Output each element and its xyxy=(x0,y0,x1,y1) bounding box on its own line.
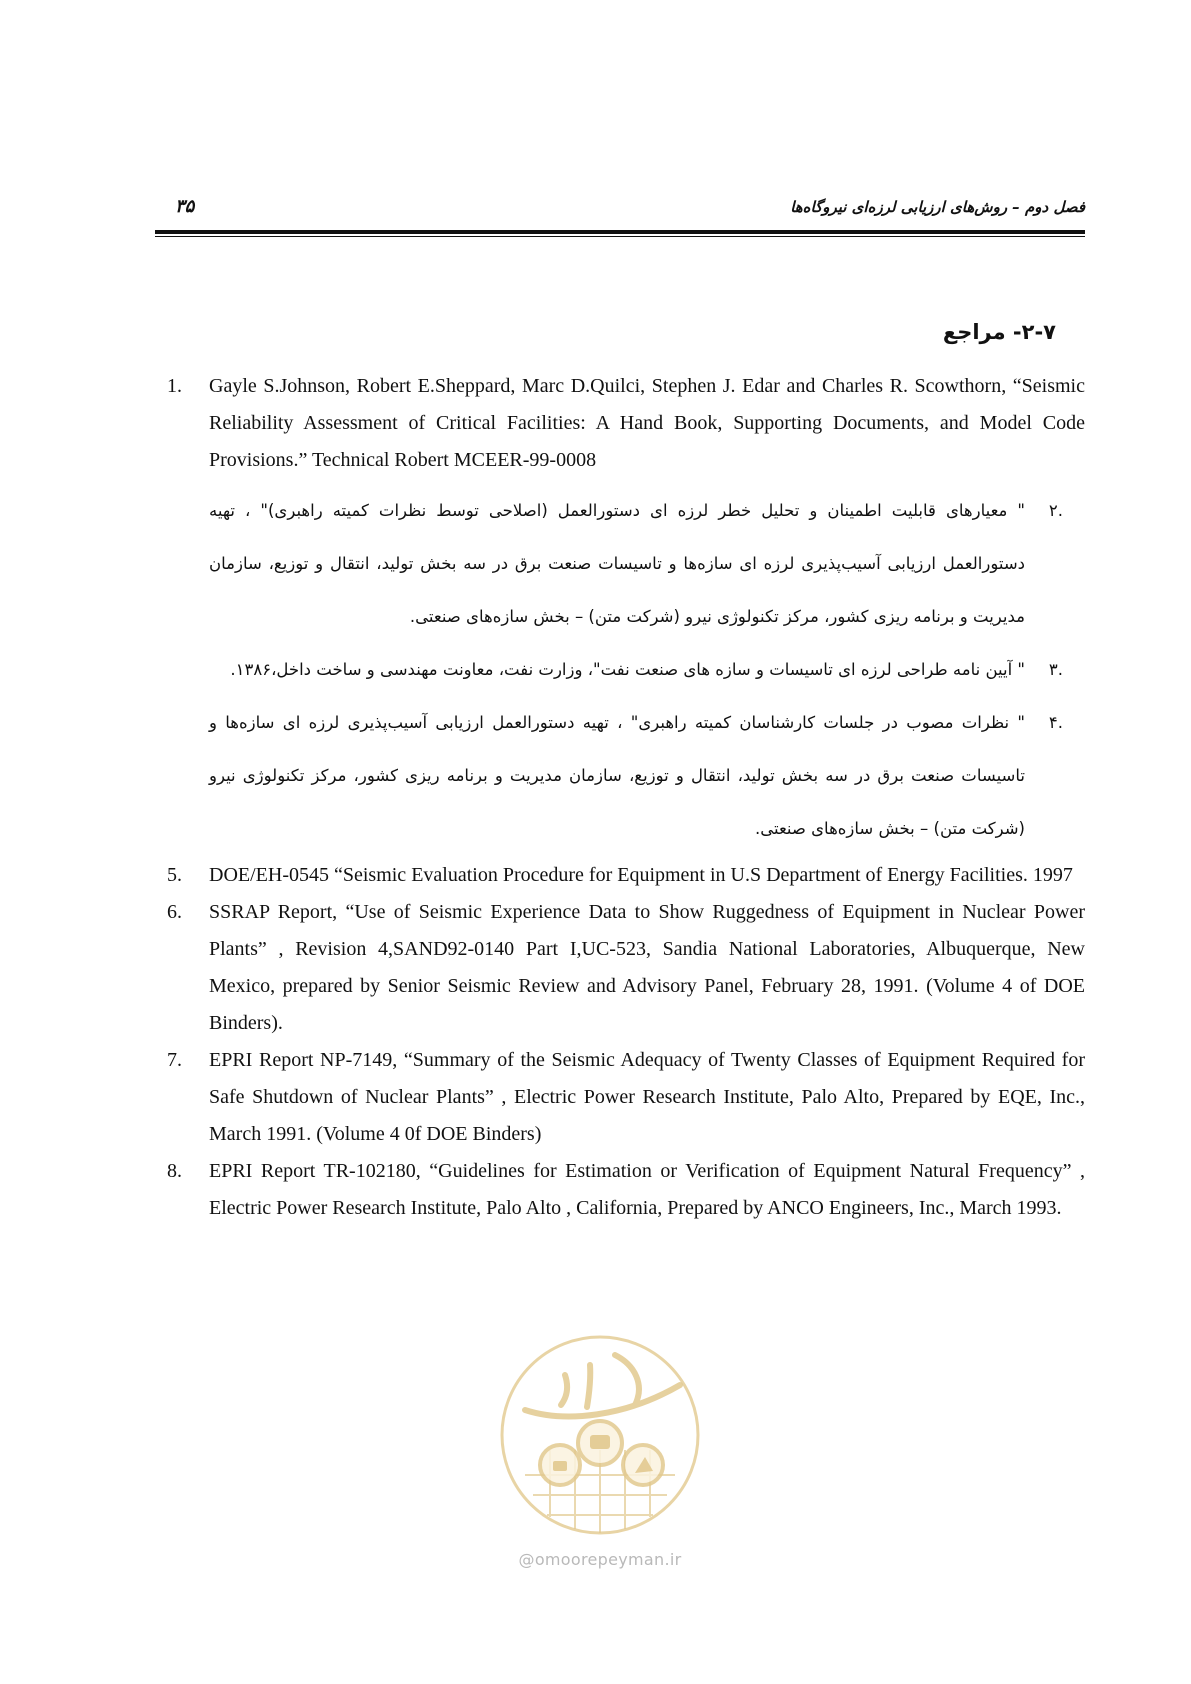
reference-number: 1. xyxy=(167,375,182,397)
reference-text: " معیارهای قابلیت اطمینان و تحلیل خطر لرزه ای دستورالعمل (اصلاحی توسط نظرات کمیته راهبری)" ، تهیه دستورالعمل ارزیابی آسیب‌پذیری لرزه ای سازه‌ها و تاسیسات صنعت برق در سه بخش تولید، انتقال و توزیع، سازمان مدیریت و برنامه ریزی کشور، مرکز تکنولوژی نیرو (شرکت متن) – بخش سازه‌های صنعتی. xyxy=(209,501,1025,626)
reference-number: 5. xyxy=(167,864,182,886)
reference-text: " نظرات مصوب در جلسات کارشناسان کمیته راهبری" ، تهیه دستورالعمل ارزیابی آسیب‌پذیری لرزه ای سازه‌ها و تاسیسات صنعت برق در سه بخش تولید، انتقال و توزیع، سازمان مدیریت و برنامه ریزی کشور، مرکز تکنولوژی نیرو (شرکت متن) – بخش سازه‌های صنعتی. xyxy=(209,713,1025,838)
reference-item xyxy=(167,857,1085,894)
reference-text: " آیین نامه طراحی لرزه ای تاسیسات و سازه های صنعت نفت"، وزارت نفت، معاونت مهندسی و ساخت داخل،۱۳۸۶. xyxy=(230,660,1025,679)
reference-number: .۲ xyxy=(1048,501,1063,520)
reference-text: DOE/EH-0545 “Seismic Evaluation Procedure for Equipment in U.S Department of Energy Facilities. 1997 xyxy=(209,864,1073,886)
reference-item xyxy=(209,484,1085,643)
reference-text: EPRI Report NP-7149, “Summary of the Seismic Adequacy of Twenty Classes of Equipment Required for Safe Shutdown of Nuclear Plants” , Electric Power Research Institute, Palo Alto, Prepared by EQE, Inc., March 1991. (Volume 4 0f DOE Binders) xyxy=(209,1049,1085,1145)
reference-list xyxy=(167,368,1085,1227)
reference-item xyxy=(167,1153,1085,1227)
running-header-title: فصل دوم – روش‌های ارزیابی لرزه‌ای نیروگاه‌ها xyxy=(790,198,1085,216)
page-number: ۳۵ xyxy=(175,196,195,217)
reference-item xyxy=(167,368,1085,479)
reference-item xyxy=(167,894,1085,1042)
reference-text: Gayle S.Johnson, Robert E.Sheppard, Marc D.Quilci, Stephen J. Edar and Charles R. Scowthorn, “Seismic Reliability Assessment of Critical Facilities: A Hand Book, Supporting Documents, and Model Code Provisions.” Technical Robert MCEER-99-0008 xyxy=(209,375,1085,471)
reference-number: 6. xyxy=(167,901,182,923)
running-header xyxy=(155,192,1085,232)
reference-text: EPRI Report TR-102180, “Guidelines for Estimation or Verification of Equipment Natural Frequency” , Electric Power Research Institute, Palo Alto , California, Prepared by ANCO Engineers, Inc., March 1993. xyxy=(209,1160,1085,1219)
reference-text: SSRAP Report, “Use of Seismic Experience Data to Show Ruggedness of Equipment in Nuclear Power Plants” , Revision 4,SAND92-0140 Part I,UC-523, Sandia National Laboratories, Albuquerque, New Mexico, prepared by Senior Seismic Review and Advisory Panel, February 28, 1991. (Volume 4 of DOE Binders). xyxy=(209,901,1085,1034)
reference-number: 7. xyxy=(167,1049,182,1071)
header-rule xyxy=(155,230,1085,234)
reference-number: .۳ xyxy=(1048,660,1063,679)
reference-item xyxy=(167,1042,1085,1153)
header-rule-thin xyxy=(155,236,1085,237)
reference-item xyxy=(209,696,1085,855)
watermark-caption: @omoorepeyman.ir xyxy=(518,1550,682,1569)
watermark-logo xyxy=(495,1325,705,1595)
reference-number: 8. xyxy=(167,1160,182,1182)
reference-number: .۴ xyxy=(1048,713,1063,732)
section-heading: ۲-۷- مراجع xyxy=(942,320,1056,344)
watermark-emblem-icon xyxy=(495,1325,705,1545)
reference-item xyxy=(209,643,1085,696)
